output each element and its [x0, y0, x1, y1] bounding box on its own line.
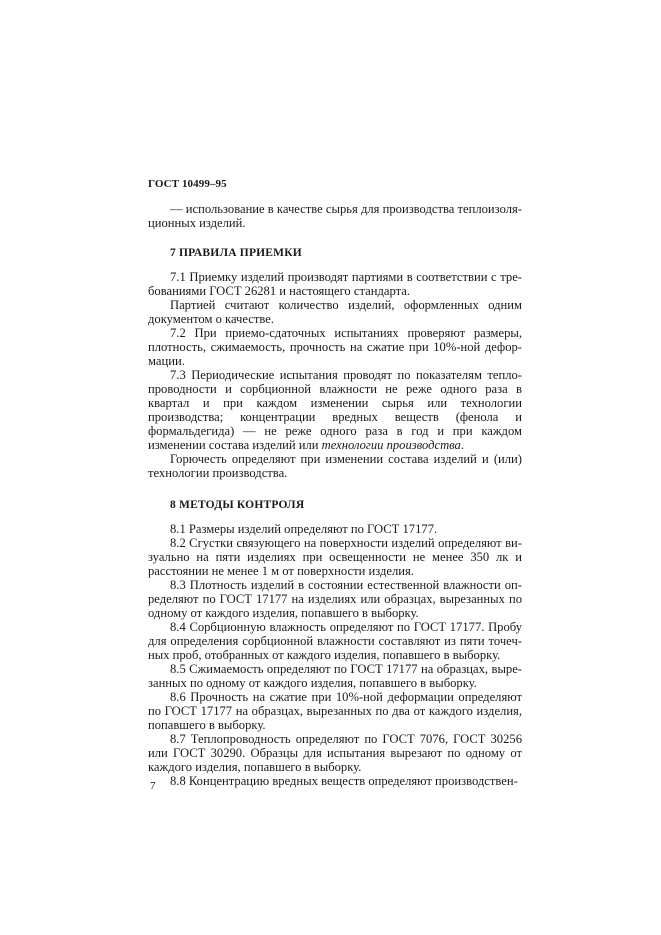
paragraph-8-5: 8.5 Сжимаемость определяют по ГОСТ 17177 на образцах, вырезанных по одному от каждого изделия, попавшего в выборку.: [148, 662, 522, 690]
section-7-heading: 7 ПРАВИЛА ПРИЕМКИ: [170, 247, 302, 259]
paragraph-8-6: 8.6 Прочность на сжатие при 10%-ной деформации определяют по ГОСТ 17177 на образцах, вырезанных по два от каждого изделия, попавшего в выборку.: [148, 690, 522, 732]
paragraph-8-3: 8.3 Плотность изделий в состоянии естественной влажности определяют по ГОСТ 17177 на изделиях или образцах, вырезанных по одному от каждого изделия, попавшего в выборку.: [148, 578, 522, 620]
paragraph-7-3: 7.3 Периодические испытания проводят по показателям теплопроводности и сорбционной влажности не реже одного раза в квартал и при каждом изменении сырья или технологии производства; концентрации вредных веществ (фенола и формальдегида) — не реже одного раза в год и при каждом изменении состава изделий или технологии производства.: [148, 368, 522, 452]
paragraph-7-1-batch: Партией считают количество изделий, оформленных одним документом о качестве.: [148, 298, 522, 326]
paragraph-8-7: 8.7 Теплопроводность определяют по ГОСТ 7076, ГОСТ 30256 или ГОСТ 30290. Образцы для испытания вырезают по одному от каждого изделия, попавшего в выборку.: [148, 732, 522, 774]
page-number: 7: [150, 780, 156, 792]
section-8-heading: 8 МЕТОДЫ КОНТРОЛЯ: [170, 499, 305, 511]
paragraph-7-3-flammability: Горючесть определяют при изменении состава изделий и (или) технологии производства.: [148, 452, 522, 480]
paragraph-7-2: 7.2 При приемо-сдаточных испытаниях проверяют размеры, плотность, сжимаемость, прочность на сжатие при 10%-ной деформации.: [148, 326, 522, 368]
text-column: [148, 200, 522, 788]
intro-paragraph: — использование в качестве сырья для производства теплоизоляционных изделий.: [148, 202, 522, 230]
paragraph-7-1: 7.1 Приемку изделий производят партиями в соответствии с требованиями ГОСТ 26281 и настоящего стандарта.: [148, 270, 522, 298]
paragraph-8-8: 8.8 Концентрацию вредных веществ определяют производствен-: [170, 774, 518, 788]
paragraph-8-2: 8.2 Сгустки связующего на поверхности изделий определяют визуально на пяти изделиях при освещенности не менее 350 лк и расстоянии не менее 1 м от поверхности изделия.: [148, 536, 522, 578]
document-header: ГОСТ 10499–95: [148, 178, 227, 190]
paragraph-8-4: 8.4 Сорбционную влажность определяют по ГОСТ 17177. Пробу для определения сорбционной влажности составляют из пяти точечных проб, отобранных от каждого изделия, попавшего в выборку.: [148, 620, 522, 662]
paragraph-8-1: 8.1 Размеры изделий определяют по ГОСТ 17177.: [170, 522, 438, 536]
